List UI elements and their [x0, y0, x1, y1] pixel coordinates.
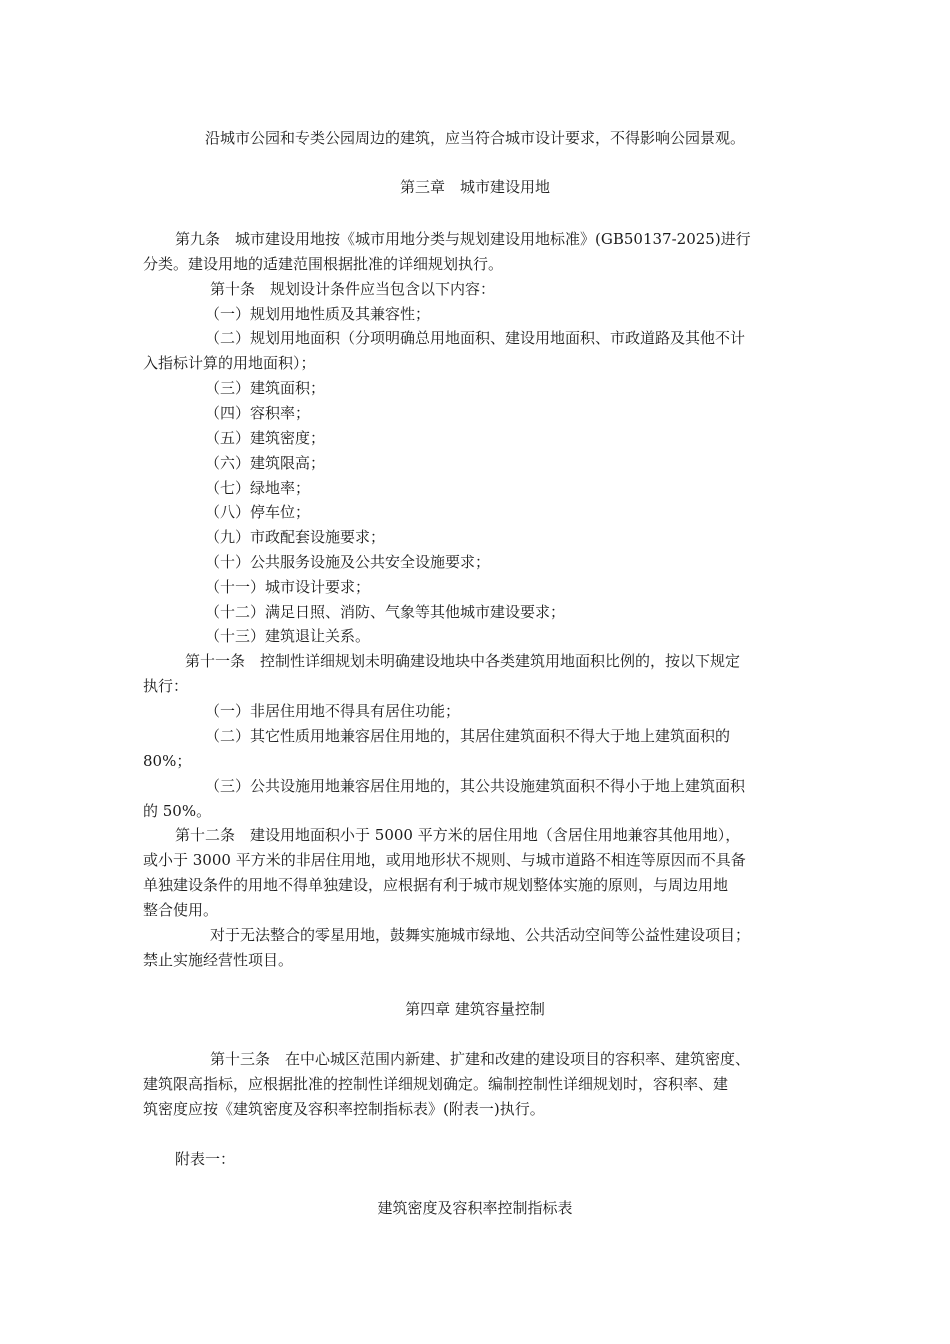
article-10-item-continuation: 入指标计算的用地面积）；	[143, 354, 316, 372]
article-10-item: （八）停车位；	[205, 503, 311, 521]
article-10-heading: 第十条 规划设计条件应当包含以下内容：	[210, 280, 496, 298]
article-11-item-2-continuation: 80%；	[143, 752, 192, 770]
article-10-item: （五）建筑密度；	[205, 429, 326, 447]
article-12-paragraph-2-line-1: 对于无法整合的零星用地，鼓舞实施城市绿地、公共活动空间等公益性建设项目；	[210, 926, 751, 944]
article-12-line-1: 第十二条 建设用地面积小于 5000 平方米的居住用地（含居住用地兼容其他用地），	[175, 826, 741, 844]
article-11-item-3-continuation: 的 50%。	[143, 802, 212, 820]
article-10-item: （十二）满足日照、消防、气象等其他城市建设要求；	[205, 603, 566, 621]
article-10-item: （一）规划用地性质及其兼容性；	[205, 305, 431, 323]
article-10-item: （十三）建筑退让关系。	[205, 627, 371, 645]
article-10-item: （九）市政配套设施要求；	[205, 528, 386, 546]
appendix-label: 附表一：	[175, 1150, 236, 1168]
article-10-item: （二）规划用地面积（分项明确总用地面积、建设用地面积、市政道路及其他不计	[205, 329, 746, 347]
article-11-line-2: 执行：	[143, 677, 189, 695]
article-10-item: （四）容积率；	[205, 404, 311, 422]
article-11-item-2: （二）其它性质用地兼容居住用地的，其居住建筑面积不得大于地上建筑面积的	[205, 727, 731, 745]
article-13-line-2: 建筑限高指标，应根据批准的控制性详细规划确定。编制控制性详细规划时，容积率、建	[143, 1075, 729, 1093]
chapter-4-title: 第四章 建筑容量控制	[405, 1000, 545, 1018]
article-12-paragraph-2-line-2: 禁止实施经营性项目。	[143, 951, 294, 969]
article-10-item: （六）建筑限高；	[205, 454, 326, 472]
article-9-line-2: 分类。建设用地的适建范围根据批准的详细规划执行。	[143, 255, 504, 273]
article-11-line-1: 第十一条 控制性详细规划未明确建设地块中各类建筑用地面积比例的，按以下规定	[185, 652, 741, 670]
intro-paragraph: 沿城市公园和专类公园周边的建筑，应当符合城市设计要求，不得影响公园景观。	[204, 129, 745, 147]
article-12-line-3: 单独建设条件的用地不得单独建设，应根据有利于城市规划整体实施的原则，与周边用地	[143, 876, 729, 894]
article-12-line-4: 整合使用。	[143, 901, 219, 919]
article-11-item-1: （一）非居住用地不得具有居住功能；	[205, 702, 461, 720]
article-13-line-1: 第十三条 在中心城区范围内新建、扩建和改建的建设项目的容积率、建筑密度、	[210, 1050, 751, 1068]
article-9-line-1: 第九条 城市建设用地按《城市用地分类与规划建设用地标准》(GB50137-2025)进行	[175, 230, 751, 248]
table-title: 建筑密度及容积率控制指标表	[377, 1199, 573, 1217]
article-13-line-3: 筑密度应按《建筑密度及容积率控制指标表》(附表一)执行。	[143, 1100, 545, 1118]
article-10-item: （十）公共服务设施及公共安全设施要求；	[205, 553, 491, 571]
article-10-item: （三）建筑面积；	[205, 379, 326, 397]
article-10-item: （十一）城市设计要求；	[205, 578, 371, 596]
article-12-line-2: 或小于 3000 平方米的非居住用地，或用地形状不规则、与城市道路不相连等原因而不具备	[143, 851, 746, 869]
article-11-item-3: （三）公共设施用地兼容居住用地的，其公共设施建筑面积不得小于地上建筑面积	[205, 777, 746, 795]
chapter-3-title: 第三章 城市建设用地	[399, 178, 550, 196]
article-10-item: （七）绿地率；	[205, 479, 311, 497]
